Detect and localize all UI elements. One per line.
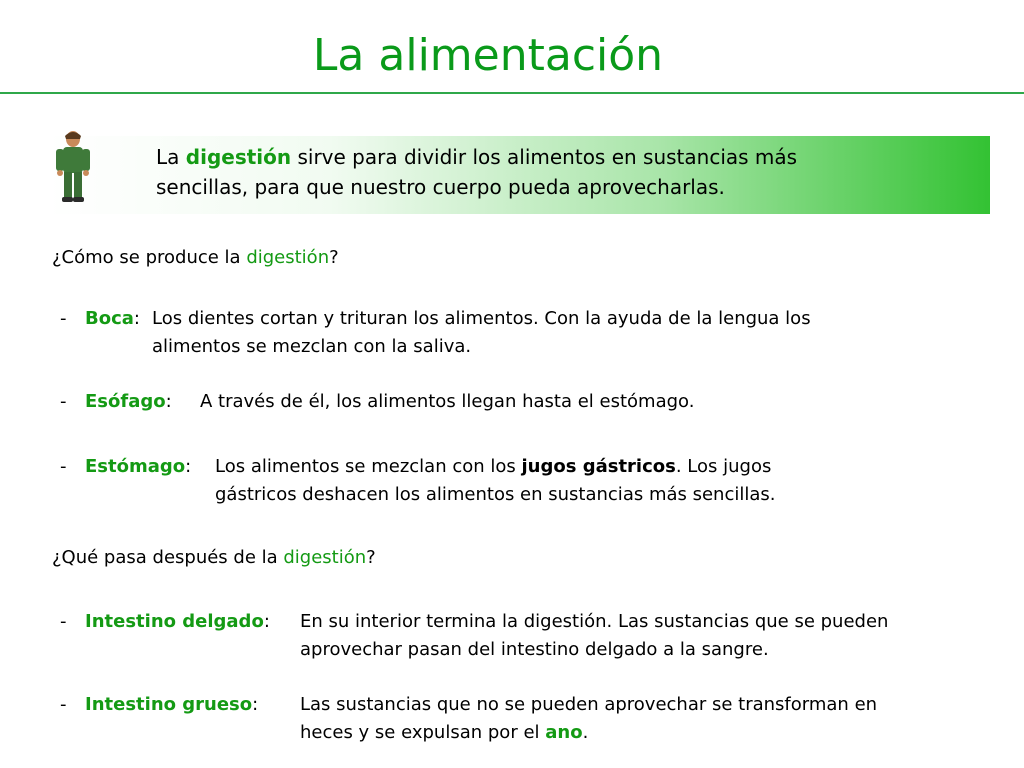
desc-estomago-suffix: . Los jugos [675,456,772,477]
desc-grueso-line-2 [300,719,877,747]
question-how-suffix: ? [329,247,339,268]
question-how-keyword: digestión [246,247,330,268]
label-colon: : [252,694,259,715]
label-intestino-delgado: Intestino delgado [85,611,264,632]
bullet-dash: - [60,694,67,715]
question-after-prefix: ¿Qué pasa después de la [52,547,284,568]
label-colon: : [133,308,140,329]
definition-line-1 [156,142,976,172]
desc-delgado-line-1: En su interior termina la digestión. Las sustancias que se pueden [300,611,889,632]
desc-estomago-line-1 [215,453,776,481]
desc-esofago-line-1: A través de él, los alimentos llegan hasta el estómago. [200,391,695,412]
label-colon: : [165,391,172,412]
bullet-dash: - [60,456,67,477]
desc-delgado-line-2: aprovechar pasan del intestino delgado a la sangre. [300,639,769,660]
page-title: La alimentación [312,30,664,81]
definition-rest: sirve para dividir los alimentos en sustancias más [291,145,798,169]
label-boca: Boca [85,308,134,329]
question-after [52,547,376,568]
desc-estomago-prefix: Los alimentos se mezclan con los [215,456,522,477]
bullet-dash: - [60,308,67,329]
title-divider [0,92,1024,94]
desc-grueso-line-1: Las sustancias que no se pueden aprovechar se transforman en [300,694,878,715]
boy-figure-icon [52,130,94,204]
question-how-prefix: ¿Cómo se produce la [52,247,247,268]
question-after-suffix: ? [366,547,376,568]
question-how [52,247,339,268]
definition-prefix: La [156,145,186,169]
bullet-dash: - [60,391,67,412]
desc-boca-line-2: alimentos se mezclan con la saliva. [152,336,472,357]
jugos-gastricos-keyword: jugos gástricos [521,456,676,477]
desc-boca-line-1: Los dientes cortan y trituran los alimentos. Con la ayuda de la lengua los [152,308,811,329]
desc-estomago-line-2: gástricos deshacen los alimentos en sustancias más sencillas. [215,484,776,505]
label-esofago: Esófago [85,391,166,412]
ano-keyword: ano [545,722,583,743]
label-estomago: Estómago [85,456,186,477]
digestion-keyword: digestión [185,145,292,169]
question-after-keyword: digestión [283,547,367,568]
desc-grueso-suffix: . [582,722,589,743]
desc-grueso-prefix: heces y se expulsan por el [300,722,546,743]
label-intestino-grueso: Intestino grueso [85,694,253,715]
label-colon: : [263,611,270,632]
bullet-dash: - [60,611,67,632]
label-colon: : [185,456,192,477]
definition-line-2: sencillas, para que nuestro cuerpo pueda aprovecharlas. [156,175,725,199]
definition-text [156,142,976,202]
